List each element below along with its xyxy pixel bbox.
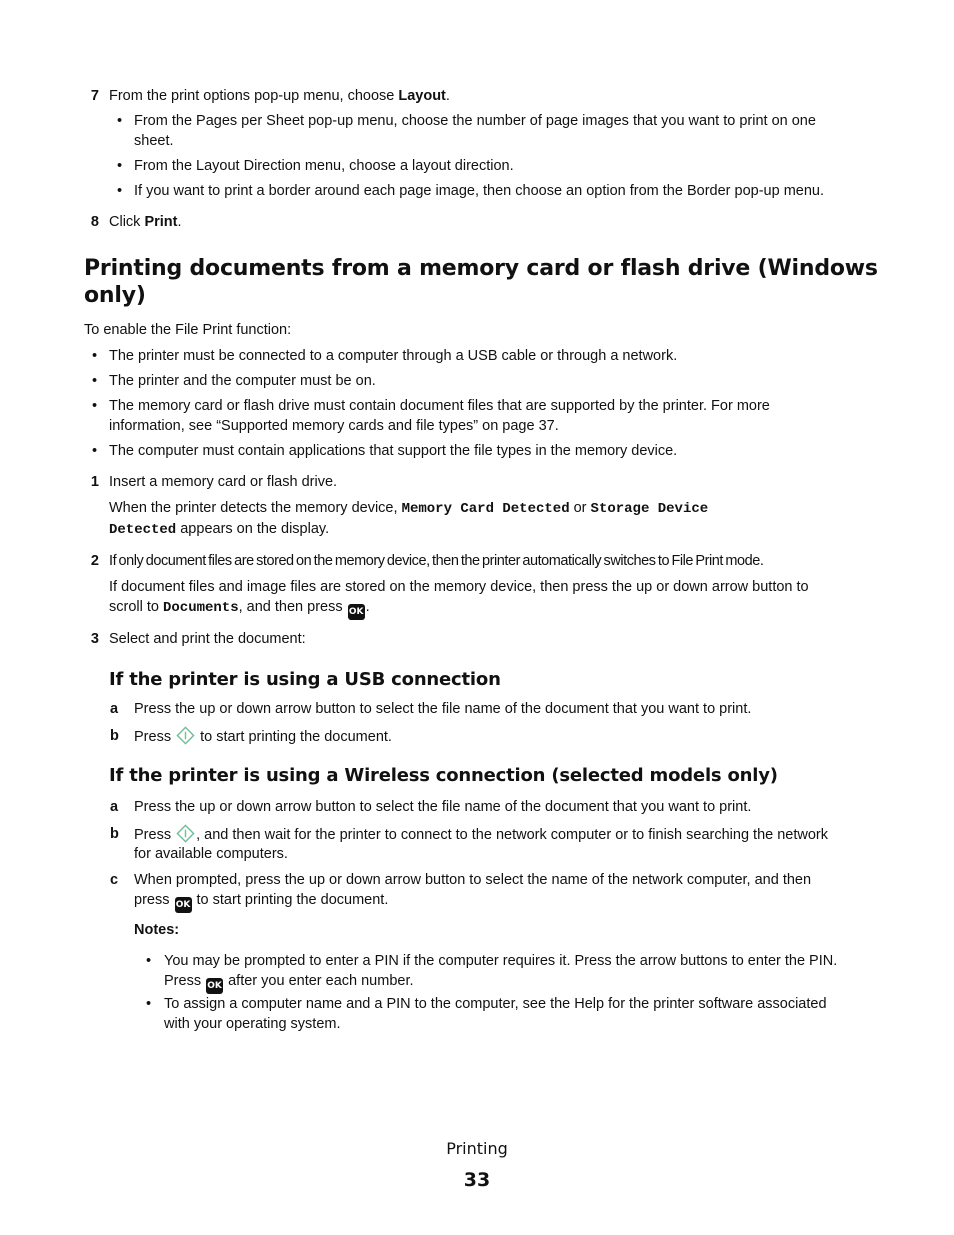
step-text-part: . [177, 214, 182, 230]
bullet [117, 111, 127, 131]
substep-text [134, 824, 828, 845]
step-number: 1 [90, 474, 99, 490]
substep-letter: b [110, 826, 119, 842]
bullet [146, 951, 156, 971]
section-heading-line: only) [84, 283, 146, 308]
bullet [92, 371, 102, 391]
step-number: 2 [90, 553, 99, 569]
button-name: Print [144, 214, 178, 230]
step-text [109, 212, 182, 232]
bullet [92, 346, 102, 366]
note-text: To assign a computer name and a PIN to the computer, see the Help for the printer software associated [164, 996, 827, 1012]
step-text-part: . [445, 88, 450, 104]
substep-part: Press [134, 827, 176, 843]
start-button-icon [176, 726, 195, 745]
intro-text: To enable the File Print function: [84, 322, 292, 338]
ok-button-icon: OK [206, 978, 223, 994]
note-part: after you enter each number. [224, 973, 414, 989]
notes-label: Notes: [134, 922, 180, 938]
substep-text: for available computers. [134, 846, 288, 862]
substep-letter: c [110, 872, 119, 888]
step-number: 7 [90, 88, 99, 104]
step-number: 3 [90, 631, 99, 647]
substep-letter: a [110, 799, 119, 815]
detail-part: or [569, 500, 591, 516]
wireless-heading: If the printer is using a Wireless connection (selected models only) [109, 765, 778, 786]
note-part: Press [164, 973, 206, 989]
step-detail [109, 498, 708, 519]
bullet [117, 181, 127, 201]
substep-text: Press the up or down arrow button to select the file name of the document that you want to print. [134, 701, 752, 717]
substep-part: to start printing the document. [192, 892, 389, 908]
bullet [92, 441, 102, 461]
requirement-text: information, see “Supported memory cards and file types” on page 37. [109, 418, 559, 434]
page-number: 33 [463, 1169, 491, 1191]
display-message: Storage Device [590, 501, 709, 517]
step-number: 8 [90, 214, 99, 230]
detail-part: When the printer detects the memory device, [109, 500, 402, 516]
start-button-icon [176, 824, 195, 843]
bullet [117, 156, 127, 176]
bullet [146, 994, 156, 1014]
step-text-part: From the print options pop-up menu, choose [109, 88, 399, 104]
ok-button-icon: OK [175, 897, 192, 913]
detail-part: . [365, 599, 370, 615]
bullet-text: From the Pages per Sheet pop-up menu, choose the number of page images that you want to print on one [134, 113, 816, 129]
step-detail: If document files and image files are stored on the memory device, then press the up or down arrow button to [109, 579, 809, 595]
step-text-part: Click [109, 214, 145, 230]
requirement-text: The memory card or flash drive must contain document files that are supported by the printer. For more [109, 398, 770, 414]
note-text [164, 971, 414, 994]
step-text: Select and print the document: [109, 631, 306, 647]
detail-part: scroll to [109, 599, 163, 615]
substep-text [134, 726, 392, 747]
substep-part: press [134, 892, 174, 908]
footer-chapter-title: Printing [446, 1139, 508, 1158]
detail-part: , and then press [238, 599, 347, 615]
requirement-text: The printer and the computer must be on. [109, 373, 376, 389]
display-message: Detected [109, 522, 177, 538]
display-message: Memory Card Detected [401, 501, 570, 517]
bullet-text: From the Layout Direction menu, choose a layout direction. [134, 158, 514, 174]
substep-part: Press [134, 729, 176, 745]
substep-text: When prompted, press the up or down arrow button to select the name of the network computer, and then [134, 872, 812, 888]
step-text: If only document files are stored on the memory device, then the printer automatically switches to File Print mode. [109, 553, 764, 569]
substep-letter: b [110, 728, 119, 744]
substep-letter: a [110, 701, 119, 717]
usb-heading: If the printer is using a USB connection [109, 669, 501, 690]
substep-text [134, 890, 388, 913]
ok-button-icon: OK [348, 604, 365, 620]
substep-part: , and then wait for the printer to connect to the network computer or to finish searching the network [196, 827, 828, 843]
requirement-text: The computer must contain applications that support the file types in the memory device. [109, 443, 678, 459]
bullet-text: If you want to print a border around each page image, then choose an option from the Border pop-up menu. [134, 183, 824, 199]
substep-text: Press the up or down arrow button to select the file name of the document that you want to print. [134, 799, 752, 815]
detail-part: appears on the display. [176, 521, 330, 537]
display-message: Documents [163, 600, 239, 616]
menu-name: Layout [398, 88, 446, 104]
step-detail [109, 519, 329, 540]
step-text [109, 86, 450, 106]
section-heading-line: Printing documents from a memory card or flash drive (Windows [84, 256, 878, 281]
step-text: Insert a memory card or flash drive. [109, 474, 338, 490]
requirement-text: The printer must be connected to a computer through a USB cable or through a network. [109, 348, 678, 364]
step-detail [109, 597, 370, 620]
bullet [92, 396, 102, 416]
bullet-text: sheet. [134, 133, 174, 149]
substep-part: to start printing the document. [196, 729, 392, 745]
note-text: with your operating system. [164, 1016, 341, 1032]
note-text: You may be prompted to enter a PIN if the computer requires it. Press the arrow buttons to enter the PIN. [164, 953, 838, 969]
